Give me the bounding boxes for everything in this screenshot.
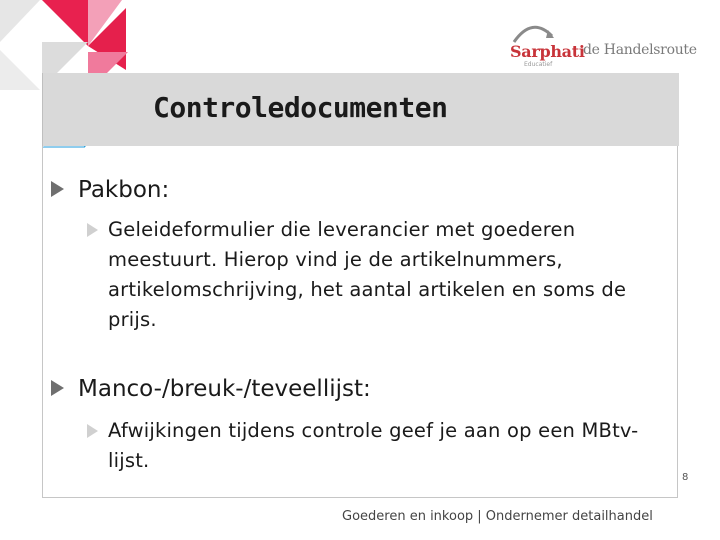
- sub-bullet-pakbon: Geleideformulier die leverancier met goederen meestuurt. Hierop vind je de artikelnummers, artikelomschrijving, het aantal artikelen en soms de prijs.: [108, 218, 627, 331]
- slide-footer: Goederen en inkoop | Ondernemer detailhandel: [342, 509, 653, 524]
- bullet-manco: Manco-/breuk-/teveellijst:: [78, 376, 371, 402]
- logo-sub: Educatief: [524, 61, 553, 68]
- sub-bullet-arrow-icon: [87, 223, 98, 237]
- bullet-pakbon: Pakbon:: [78, 177, 170, 203]
- logo-name: Sarphati: [510, 42, 585, 61]
- page-number: 8: [682, 472, 689, 483]
- sarphati-logo: [508, 20, 697, 70]
- bullet-arrow-icon: [51, 380, 64, 396]
- sub-bullet-manco: Afwijkingen tijdens controle geef je aan op een MBtv-lijst.: [108, 419, 639, 472]
- slide-title: Controledocumenten: [153, 91, 448, 124]
- light-grey-triangle-shape: [0, 50, 40, 90]
- bullet-arrow-icon: [51, 181, 64, 197]
- sub-bullet-arrow-icon: [87, 424, 98, 438]
- logo-name-suffix: de Handelsroute: [583, 42, 697, 58]
- red-triangle-shape: [42, 0, 88, 46]
- grey-triangle-shape: [0, 0, 40, 42]
